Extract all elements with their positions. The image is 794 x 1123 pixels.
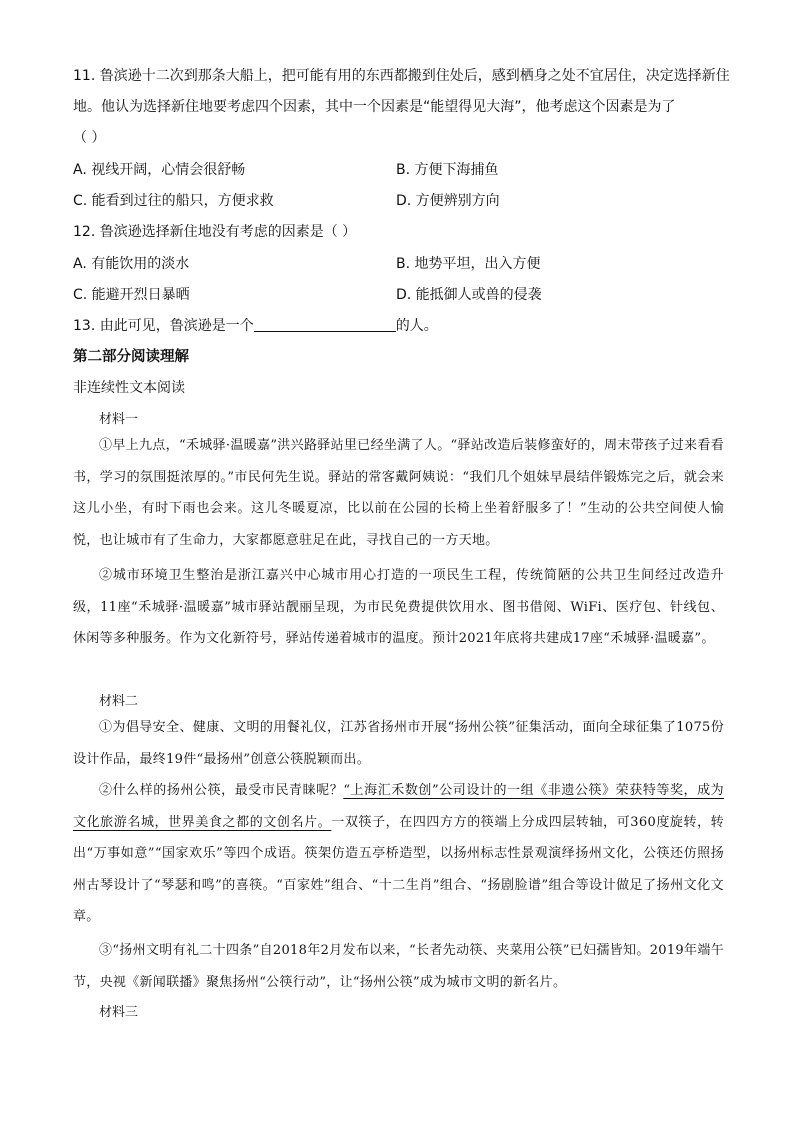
material1-title: 材料一	[99, 412, 139, 427]
q12-stem: 12. 鲁滨逊选择新住地没有考虑的因素是（ ）	[73, 224, 357, 240]
q11-stem-line2: 地。他认为选择新住地要考虑四个因素，其中一个因素是“能望得见大海”，他考虑这个因素是为了	[73, 99, 676, 115]
material2-p2-rest: 一双筷子，在四四方方的筷端上分成四层转轴，可360度旋转，转出“万事如意”“国家欢乐”等四个成语。筷架仿造五亭桥造型，以扬州标志性景观演绎扬州文化，公筷还仿照扬州古琴设计了“琴瑟和鸣”的喜筷。“百家姓”组合、“十二生肖”组合、“扬剧脸谱”组合等设计做足了扬州文化文章。	[73, 814, 724, 924]
material2-p2-lead: ②什么样的扬州公筷，最受市民青睐呢？	[99, 783, 344, 798]
material3-title: 材料三	[99, 1005, 139, 1020]
material2-paragraph2	[73, 775, 724, 933]
q11-option-b: B. 方便下海捕鱼	[396, 162, 499, 178]
q12-option-c: C. 能避开烈日暴晒	[73, 287, 190, 303]
material2-p2-underlined: “上海汇禾数创”公司设计的一组《非遗公筷》荣获特等奖，成为文化旅游名城，世界美食之都的文创名片。	[73, 783, 724, 830]
q13-answer-blank[interactable]	[254, 317, 396, 332]
section-title: 第二部分阅读理解	[73, 349, 189, 365]
material1-paragraph2: ②城市环境卫生整治是浙江嘉兴中心城市用心打造的一项民生工程，传统简陋的公共卫生间经过改造升级，11座“禾城驿·温暖嘉”城市驿站靓丽呈现，为市民免费提供饮用水、图书借阅、WiFi、医疗包、针线包、休闲等多种服务。作为文化新符号，驿站传递着城市的温度。预计2021年底将共建成17座“禾城驿·温暖嘉”。	[73, 568, 724, 646]
section-subtitle: 非连续性文本阅读	[73, 380, 185, 396]
q13-text-after: 的人。	[395, 318, 438, 334]
q11-option-d: D. 方便辨别方向	[396, 193, 500, 209]
material1-paragraph1: ①早上九点，“禾城驿·温暖嘉”洪兴路驿站里已经坐满了人。“驿站改造后装修蛮好的，周末带孩子过来看看书，学习的氛围挺浓厚的。”市民何先生说。驿站的常客戴阿姨说：“我们几个姐妹早晨结伴锻炼完之后，就会来这儿小坐，有时下雨也会来。这儿冬暖夏凉，比以前在公园的长椅上坐着舒服多了！”生动的公共空间使人愉悦，也让城市有了生命力，大家都愿意驻足在此，寻找自己的一方天地。	[73, 438, 724, 548]
q12-option-d: D. 能抵御人或兽的侵袭	[396, 287, 542, 303]
q11-option-c: C. 能看到过往的船只，方便求救	[73, 193, 274, 209]
q12-option-a: A. 有能饮用的淡水	[73, 256, 190, 272]
q13-text-before: 13. 由此可见，鲁滨逊是一个	[73, 318, 254, 334]
material2-paragraph1: ①为倡导安全、健康、文明的用餐礼仪，江苏省扬州市开展“扬州公筷”征集活动，面向全球征集了1075份设计作品，最终19件“最扬州”创意公筷脱颖而出。	[73, 720, 724, 767]
material2-title: 材料二	[99, 694, 139, 709]
q11-answer-paren: （ ）	[73, 130, 106, 146]
q12-option-b: B. 地势平坦，出入方便	[396, 256, 541, 272]
q13-stem	[73, 316, 438, 336]
material2-paragraph3: ③“扬州文明有礼二十四条”自2018年2月发布以来，“长者先动筷、夹菜用公筷”已妇孺皆知。2019年端午节，央视《新闻联播》聚焦扬州“公筷行动”，让“扬州公筷”成为城市文明的新名片。	[73, 943, 724, 990]
q11-option-a: A. 视线开阔，心情会很舒畅	[73, 162, 246, 178]
q11-stem-line1: 11. 鲁滨逊十二次到那条大船上，把可能有用的东西都搬到住处后，感到栖身之处不宜居住，决定选择新住	[73, 68, 730, 84]
